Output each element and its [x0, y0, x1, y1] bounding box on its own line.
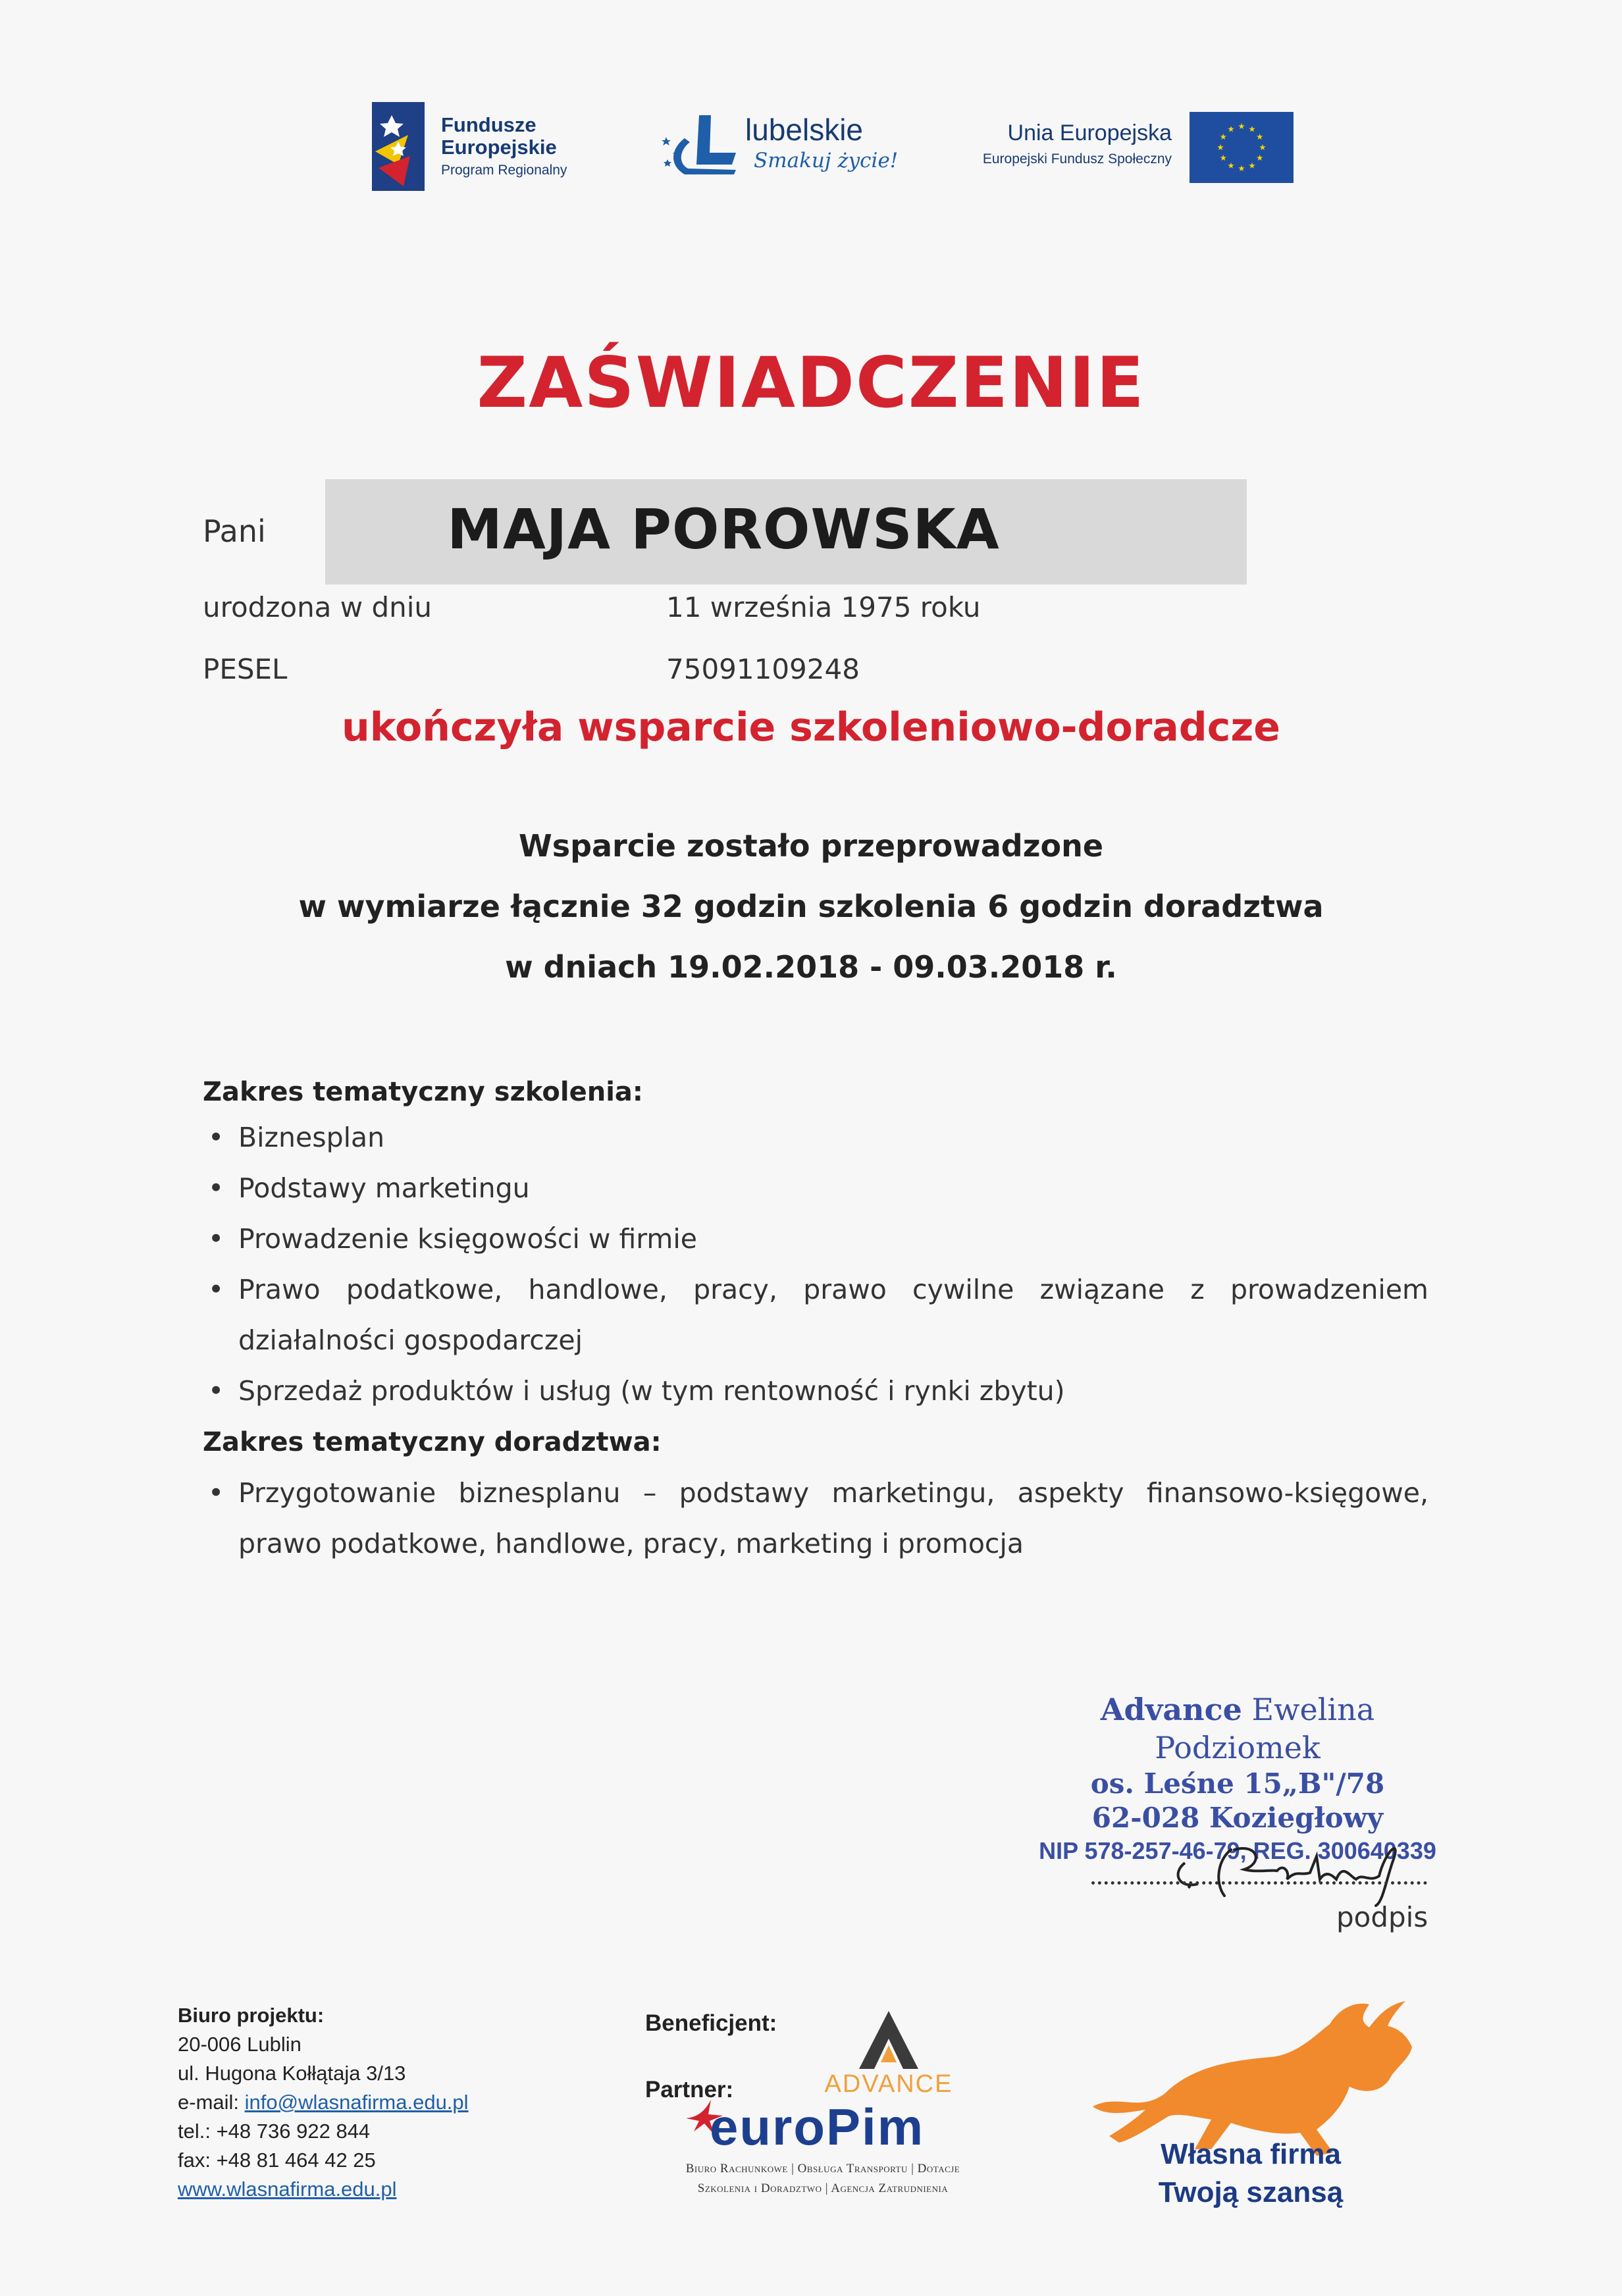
document-title: ZAŚWIADCZENIE	[477, 342, 1145, 423]
advance-logo-text: ADVANCE	[824, 2070, 953, 2098]
advance-triangle-icon	[856, 2011, 922, 2070]
europim-tagline-2: Szkolenia i Doradztwo | Agencja Zatrudnienia	[697, 2181, 949, 2195]
europim-logo	[658, 2099, 974, 2210]
lubelskie-slogan: Smakuj życie!	[754, 149, 899, 172]
unia-europejska-logo	[948, 109, 1297, 194]
project-office-contact	[178, 2001, 469, 2204]
salutation: Pani	[203, 513, 266, 549]
fe-logo-line2: Europejskie	[441, 136, 557, 159]
lubelskie-logo	[658, 105, 908, 191]
fe-logo-line3: Program Regionalny	[441, 163, 567, 178]
person-name: MAJA POROWSKA	[447, 497, 1000, 561]
stamp-city: 62-028 Koziegłowy	[1091, 1802, 1384, 1834]
bullet-icon: •	[208, 1172, 224, 1204]
partner-label: Partner:	[645, 2077, 734, 2102]
handwritten-signature	[1159, 1823, 1435, 1909]
ue-logo-line2: Europejski Fundusz Społeczny	[982, 151, 1172, 167]
list-item: • Biznesplan	[203, 1112, 1428, 1163]
list-item: • Sprzedaż produktów i usług (w tym rentowność i rynki zbytu)	[203, 1366, 1428, 1417]
list-item: • Podstawy marketingu	[203, 1163, 1428, 1214]
completion-statement: ukończyła wsparcie szkoleniowo-doradcze	[342, 704, 1280, 750]
advice-scope-list	[203, 1468, 1428, 1569]
wlasna-firma-line-1: Własna firma	[1161, 2138, 1341, 2170]
bullet-icon: •	[208, 1477, 224, 1509]
fundusze-europejskie-logo	[372, 102, 615, 194]
list-item: • Przygotowanie biznesplanu – podstawy marketingu, aspekty finansowo-księgowe, prawo podatkowe, handlowe, pracy, marketing i promocja	[203, 1468, 1428, 1569]
support-line-3: w dniach 19.02.2018 - 09.03.2018 r.	[505, 949, 1117, 985]
signature-label: podpis	[1336, 1901, 1428, 1933]
advance-logo	[810, 2011, 968, 2103]
support-line-1: Wsparcie zostało przeprowadzone	[518, 828, 1104, 864]
office-fax: fax: +48 81 464 42 25	[178, 2149, 376, 2172]
office-tel: tel.: +48 736 922 844	[178, 2120, 371, 2143]
office-email-label: e-mail:	[178, 2091, 245, 2114]
list-item: • Prawo podatkowe, handlowe, pracy, prawo cywilne związane z prowadzeniem działalności gospodarczej	[203, 1265, 1428, 1366]
orange-bull-icon	[1080, 1995, 1422, 2159]
advice-scope-heading: Zakres tematyczny doradztwa:	[203, 1427, 662, 1457]
beneficiary-label: Beneficjent:	[645, 2010, 777, 2036]
bullet-icon: •	[208, 1223, 224, 1255]
training-scope-heading: Zakres tematyczny szkolenia:	[203, 1077, 643, 1107]
office-email-link[interactable]: info@wlasnafirma.edu.pl	[244, 2091, 469, 2114]
europim-wordmark: euroPim	[710, 2098, 925, 2156]
pesel-label: PESEL	[203, 653, 288, 685]
stamp-ids: NIP 578-257-46-79, REG. 300640339	[1039, 1837, 1436, 1864]
stamp-company-rest: Ewelina Podziomek	[1155, 1692, 1375, 1765]
bullet-icon: •	[208, 1274, 224, 1305]
stamp-company-bold: Advance	[1100, 1692, 1242, 1727]
support-line-2: w wymiarze łącznie 32 godzin szkolenia 6 godzin doradztwa	[298, 889, 1324, 924]
lubelskie-name: lubelskie	[745, 113, 863, 147]
office-heading: Biuro projektu:	[178, 2004, 325, 2027]
wlasna-firma-line-2: Twoją szansą	[1158, 2176, 1344, 2208]
signature-line	[1091, 1881, 1427, 1885]
pesel-value: 75091109248	[666, 653, 860, 685]
list-item: • Prowadzenie księgowości w firmie	[203, 1214, 1428, 1265]
office-website-link[interactable]: www.wlasnafirma.edu.pl	[178, 2178, 397, 2201]
dob-label: urodzona w dniu	[203, 591, 432, 623]
bullet-icon: •	[208, 1122, 224, 1153]
fe-logo-line1: Fundusze	[441, 113, 536, 136]
bullet-icon: •	[208, 1375, 224, 1407]
dob-value: 11 września 1975 roku	[666, 591, 981, 623]
europim-tagline-1: Biuro Rachunkowe | Obsługa Transportu | Dotacje	[685, 2162, 960, 2176]
stamp-street: os. Leśne 15„B"/78	[1090, 1767, 1385, 1800]
training-scope-list	[203, 1112, 1428, 1417]
office-city: 20-006 Lublin	[178, 2033, 301, 2056]
eu-flag-icon	[1190, 112, 1294, 183]
lubelskie-l-icon	[658, 112, 744, 184]
ue-logo-line1: Unia Europejska	[1007, 120, 1172, 145]
fe-star-flag-icon	[372, 102, 425, 191]
office-street: ul. Hugona Kołłątaja 3/13	[178, 2062, 406, 2085]
